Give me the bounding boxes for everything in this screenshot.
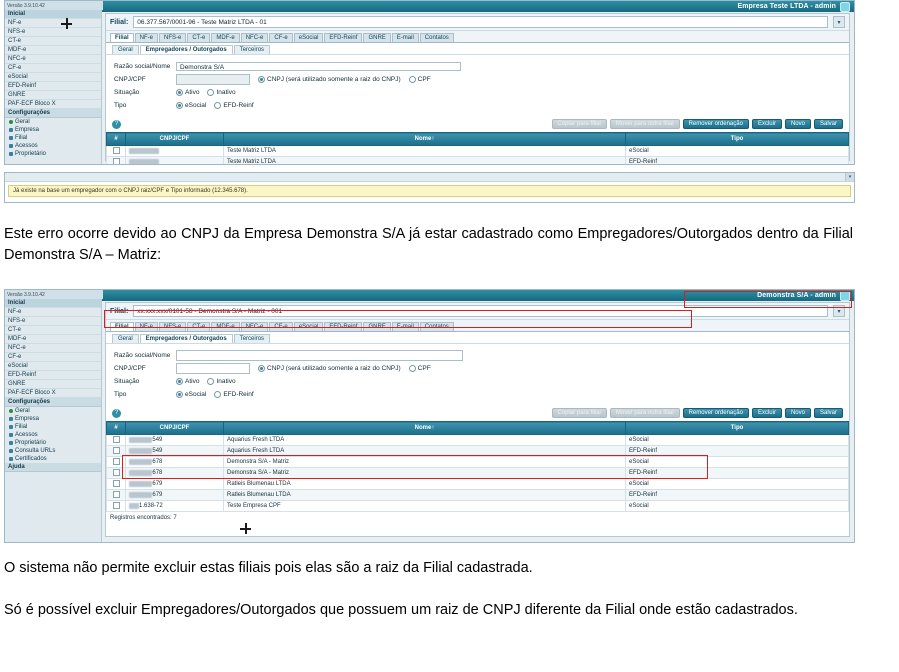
radio-cnpj-dot-2 (258, 365, 265, 372)
row-nome-cell: Demonstra S/A - Matriz (224, 457, 626, 468)
radio-inativo-dot-2 (207, 378, 214, 385)
sidebar-item-cte[interactable]: CT-e (5, 37, 101, 46)
scroll-strip[interactable] (5, 173, 854, 182)
filial-value-2[interactable]: xx.xxx.xxx/0101-58 - Demonstra S/A - Matriz - 001 (133, 305, 828, 317)
sidebar-item-mdfe[interactable]: MDF-e (5, 46, 101, 55)
sidebar-item-gnre[interactable]: GNRE (5, 91, 101, 100)
sidebar-item-filial-2[interactable] (5, 423, 101, 431)
mover-para-outra-filial-button-1[interactable]: Mover para outra filial (610, 119, 680, 129)
checkbox-icon[interactable] (113, 447, 120, 454)
table-row[interactable] (107, 446, 849, 457)
sidebar-item-acessos-label: Acessos (15, 143, 38, 149)
radio-efdreinf-1[interactable] (214, 102, 253, 109)
sidebar-item-proprietario-label: Proprietário (15, 151, 47, 157)
field-situacao-2 (114, 375, 841, 388)
tab-cte-2[interactable]: CT-e (187, 322, 210, 331)
user-icon (9, 152, 13, 156)
cnpj-masked-value (129, 448, 152, 454)
row-nome-cell: Teste Matriz LTDA (224, 157, 626, 166)
sidebar-item-cte-2[interactable]: CT-e (5, 326, 101, 335)
tab-contatos-2[interactable]: Contatos (420, 322, 454, 331)
row-tipo-cell: EFD-Reinf (626, 446, 849, 457)
row-nome-cell: Demonstra S/A - Matriz (224, 468, 626, 479)
sidebar-item-acessos-2[interactable] (5, 431, 101, 439)
filial-selector-row-1 (106, 14, 849, 31)
tipo-label-2: Tipo (114, 391, 127, 398)
excluir-button-2[interactable]: Excluir (752, 408, 782, 418)
table-header-row-1 (107, 133, 849, 146)
tab-cfe-2[interactable]: CF-e (269, 322, 292, 331)
sidebar-item-inicial[interactable]: Inicial (5, 10, 101, 19)
tab-esocial[interactable]: eSocial (294, 33, 324, 42)
sidebar-item-efdreinf-2[interactable]: EFD-Reinf (5, 371, 101, 380)
tab-filial[interactable]: Filial (110, 33, 134, 42)
sidebar-item-empresa-label-2: Empresa (15, 416, 40, 422)
sidebar-item-certificados-label-2: Certificados (15, 456, 47, 462)
row-nome-cell: Teste Empresa CPF (224, 501, 626, 512)
row-tipo-cell: eSocial (626, 501, 849, 512)
mouse-cursor-2 (240, 523, 251, 534)
cnpj-masked-value (129, 159, 159, 165)
row-checkbox-cell[interactable] (107, 435, 126, 446)
radio-cpf-dot-2 (409, 365, 416, 372)
check-icon-2 (9, 409, 13, 413)
filial-label-1: Filial: (110, 18, 129, 26)
mouse-cursor-1 (61, 18, 72, 29)
situacao-label-1: Situação (114, 89, 140, 96)
sidebar-item-geral-label: Geral (15, 119, 30, 125)
titlebar-2 (5, 290, 854, 301)
checkbox-icon[interactable] (113, 502, 120, 509)
sidebar-item-nfe-2[interactable]: NF-e (5, 308, 101, 317)
radio-cnpj-2[interactable] (258, 365, 401, 372)
sidebar-item-filial-label-2: Filial (15, 424, 28, 430)
tab-mdfe-2[interactable]: MDF-e (211, 322, 239, 331)
sidebar-item-consulta-urls-label-2: Consulta URLs (15, 448, 56, 454)
radio-efdreinf-label-1: EFD-Reinf (223, 102, 254, 109)
row-nome-cell: Ratleis Blumenau LTDA (224, 490, 626, 501)
building-icon-2 (9, 417, 13, 421)
user-icon-2 (9, 441, 13, 445)
radio-cpf-label-2: CPF (417, 365, 431, 372)
radio-inativo-dot-1 (207, 89, 214, 96)
tab-gnre[interactable]: GNRE (363, 33, 390, 42)
cnpj-suffix: 549 (152, 437, 163, 443)
cnpj-suffix: 678 (152, 470, 163, 476)
sidebar-item-nfse-2[interactable]: NFS-e (5, 317, 101, 326)
sidebar-item-nfce-2[interactable]: NFC-e (5, 344, 101, 353)
row-cnpj-cell (126, 490, 224, 501)
cnpj-masked-value (129, 481, 152, 487)
sidebar-item-ajuda[interactable]: Ajuda (5, 463, 101, 472)
row-checkbox-cell[interactable] (107, 490, 126, 501)
sidebar-item-pafecf-2[interactable]: PAF-ECF Bloco X (5, 389, 101, 398)
tab-contatos[interactable]: Contatos (420, 33, 454, 42)
row-tipo-cell: EFD-Reinf (626, 490, 849, 501)
checkbox-icon[interactable] (113, 147, 120, 154)
field-tipo-1 (114, 99, 841, 112)
col-nome-1[interactable]: Nome↑ (224, 133, 626, 146)
field-situacao-1 (114, 86, 841, 99)
branch-icon-2 (9, 425, 13, 429)
table-row[interactable] (107, 157, 849, 166)
row-tipo-cell: EFD-Reinf (626, 468, 849, 479)
radio-efdreinf-dot-2 (214, 391, 221, 398)
sidebar-item-nfe[interactable]: NF-e (5, 19, 101, 28)
remover-ordenacao-button-2[interactable]: Remover ordenação (683, 408, 749, 418)
table-row[interactable] (107, 490, 849, 501)
cnpj-masked-value (129, 437, 152, 443)
sidebar-item-inicial-2[interactable]: Inicial (5, 299, 101, 308)
row-tipo-cell: eSocial (626, 435, 849, 446)
help-icon-1[interactable]: ? (112, 120, 121, 129)
cnpj-cpf-label-2: CNPJ/CPF (114, 365, 146, 372)
col-num-1[interactable]: # (107, 133, 126, 146)
row-checkbox-cell[interactable] (107, 157, 126, 166)
radio-inativo-2[interactable] (207, 378, 235, 385)
sidebar-item-acessos-label-2: Acessos (15, 432, 38, 438)
row-nome-cell: Ratleis Blumenau LTDA (224, 479, 626, 490)
subtab-geral[interactable]: Geral (112, 45, 139, 54)
screenshot-2-window (4, 289, 855, 543)
certificate-icon-2 (9, 457, 13, 461)
copiar-para-filial-button-2[interactable]: Copiar para filial (552, 408, 607, 418)
radio-ativo-label-2: Ativo (185, 378, 200, 385)
row-tipo-cell: eSocial (626, 457, 849, 468)
sidebar-item-geral[interactable] (5, 118, 101, 126)
form-2 (106, 344, 849, 405)
paragraph-3: Só é possível excluir Empregadores/Outorgados que possuem um raiz de CNPJ diferente da Filial onde estão cadastrados. (4, 602, 798, 618)
cnpj-suffix: 679 (152, 481, 163, 487)
sidebar-item-esocial[interactable]: eSocial (5, 73, 101, 82)
button-bar-1 (106, 116, 849, 132)
tab-nfce[interactable]: NFC-e (241, 33, 269, 42)
excluir-button-1[interactable]: Excluir (752, 119, 782, 129)
sidebar-item-mdfe-2[interactable]: MDF-e (5, 335, 101, 344)
razao-social-input-1[interactable] (176, 62, 461, 71)
filial-label-2: Filial: (110, 307, 129, 315)
radio-inativo-label-1: Inativo (216, 89, 236, 96)
window-title-1: Empresa Teste LTDA - admin (737, 3, 836, 10)
tabs-1 (106, 31, 849, 43)
table-row[interactable] (107, 435, 849, 446)
sidebar-item-acessos[interactable] (5, 142, 101, 150)
row-nome-cell: Teste Matriz LTDA (224, 146, 626, 157)
salvar-button-1[interactable]: Salvar (814, 119, 843, 129)
field-cnpj-cpf-2 (114, 362, 841, 375)
tab-efdreinf[interactable]: EFD-Reinf (324, 33, 362, 42)
checkbox-icon[interactable] (113, 480, 120, 487)
sidebar-item-geral-label-2: Geral (15, 408, 30, 414)
col-num-2[interactable]: # (107, 422, 126, 435)
titlebar-1 (5, 1, 854, 12)
col-tipo-2[interactable]: Tipo (626, 422, 849, 435)
radio-inativo-label-2: Inativo (216, 378, 236, 385)
radio-efdreinf-dot-1 (214, 102, 221, 109)
row-cnpj-cell (126, 157, 224, 166)
tipo-label-1: Tipo (114, 102, 127, 109)
row-cnpj-cell (126, 457, 224, 468)
user-avatar-icon-2[interactable] (840, 291, 850, 301)
radio-cpf-label-1: CPF (417, 76, 431, 83)
sidebar-item-gnre-2[interactable]: GNRE (5, 380, 101, 389)
cnpj-cpf-input-2[interactable] (176, 363, 250, 374)
form-1 (106, 55, 849, 116)
razao-social-value-1: Demonstra S/A (180, 64, 225, 71)
field-razao-social-2 (114, 349, 841, 362)
subtabs-2 (106, 332, 849, 344)
remover-ordenacao-button-1[interactable]: Remover ordenação (683, 119, 749, 129)
radio-ativo-2[interactable] (176, 378, 199, 385)
row-cnpj-cell (126, 468, 224, 479)
table-header-row-2 (107, 422, 849, 435)
razao-social-label-1: Razão social/Nome (114, 63, 171, 70)
cnpj-cpf-input-1[interactable] (176, 74, 250, 85)
version-label-1: Versão 3.9.10.42 (5, 1, 103, 10)
warning-message: Já existe na base um empregador com o CNPJ raiz/CPF e Tipo informado (12.345.678). (8, 185, 851, 197)
sidebar-item-cfe[interactable]: CF-e (5, 64, 101, 73)
subtab-terceiros[interactable]: Terceiros (234, 45, 270, 54)
table-row[interactable] (107, 468, 849, 479)
sidebar-item-empresa-2[interactable] (5, 415, 101, 423)
cnpj-masked-value (129, 459, 152, 465)
sidebar-item-efdreinf[interactable]: EFD-Reinf (5, 82, 101, 91)
tab-email[interactable]: E-mail (392, 33, 419, 42)
radio-efdreinf-2[interactable] (214, 391, 253, 398)
sidebar-item-proprietario[interactable] (5, 150, 101, 158)
checkbox-icon[interactable] (113, 491, 120, 498)
registros-encontrados-label: Registros encontrados: 7 (110, 515, 177, 521)
razao-social-input-2[interactable] (176, 350, 463, 361)
button-bar-2 (106, 405, 849, 421)
col-cnpj-2[interactable]: CNPJ/CPF (126, 422, 224, 435)
subtabs-1 (106, 43, 849, 55)
field-razao-social-1 (114, 60, 841, 73)
cnpj-masked-value (129, 470, 152, 476)
tab-nfe[interactable]: NF-e (135, 33, 158, 42)
row-tipo-cell: eSocial (626, 479, 849, 490)
paragraph-2: O sistema não permite excluir estas filiais pois elas são a raiz da Filial cadastrada. (4, 560, 533, 576)
branch-icon (9, 136, 13, 140)
tab-nfse[interactable]: NFS-e (159, 33, 186, 42)
row-checkbox-cell[interactable] (107, 146, 126, 157)
filial-selector-row-2 (106, 303, 849, 320)
link-icon-2 (9, 449, 13, 453)
novo-button-2[interactable]: Novo (785, 408, 811, 418)
row-checkbox-cell[interactable] (107, 479, 126, 490)
mover-para-outra-filial-button-2[interactable]: Mover para outra filial (610, 408, 680, 418)
row-nome-cell: Aquarius Fresh LTDA (224, 446, 626, 457)
row-checkbox-cell[interactable] (107, 446, 126, 457)
radio-cnpj-label-2: CNPJ (será utilizado somente a raiz do CNPJ) (267, 365, 401, 372)
radio-cnpj-dot-1 (258, 76, 265, 83)
cnpj-cpf-label-1: CNPJ/CPF (114, 76, 146, 83)
tab-nfse-2[interactable]: NFS-e (159, 322, 186, 331)
tab-nfe-2[interactable]: NF-e (135, 322, 158, 331)
tab-efdreinf-2[interactable]: EFD-Reinf (324, 322, 362, 331)
tab-esocial-2[interactable]: eSocial (294, 322, 324, 331)
cnpj-suffix: 549 (152, 448, 163, 454)
chevron-down-icon-scroll[interactable]: ▾ (845, 173, 854, 181)
cnpj-masked-value (129, 503, 139, 509)
col-nome-2[interactable]: Nome↑ (224, 422, 626, 435)
sidebar-header-configuracoes-2: Configurações (5, 398, 101, 407)
tab-email-2[interactable]: E-mail (392, 322, 419, 331)
chevron-down-icon-1[interactable]: ▾ (833, 16, 845, 28)
tabs-2 (106, 320, 849, 332)
key-icon-2 (9, 433, 13, 437)
building-icon (9, 128, 13, 132)
row-tipo-cell: EFD-Reinf (626, 157, 849, 166)
row-cnpj-cell (126, 501, 224, 512)
radio-esocial-dot-1 (176, 102, 183, 109)
sidebar-item-empresa-label: Empresa (15, 127, 40, 133)
radio-ativo-1[interactable] (176, 89, 199, 96)
empregadores-grid-1 (106, 132, 849, 165)
sidebar-item-proprietario-label-2: Proprietário (15, 440, 47, 446)
checkbox-icon[interactable] (113, 469, 120, 476)
sidebar-item-pafecf[interactable]: PAF-ECF Bloco X (5, 100, 101, 109)
novo-button-1[interactable]: Novo (785, 119, 811, 129)
sidebar-item-nfce[interactable]: NFC-e (5, 55, 101, 64)
sidebar-item-esocial-2[interactable]: eSocial (5, 362, 101, 371)
row-cnpj-cell (126, 146, 224, 157)
table-row[interactable] (107, 479, 849, 490)
radio-ativo-label-1: Ativo (185, 89, 200, 96)
sidebar-2 (5, 299, 102, 542)
tab-nfce-2[interactable]: NFC-e (241, 322, 269, 331)
subtab-terceiros-2[interactable]: Terceiros (234, 334, 270, 343)
cnpj-masked-value (129, 148, 159, 154)
screenshot-1-window (4, 0, 855, 165)
cnpj-suffix: 678 (152, 459, 163, 465)
user-avatar-icon[interactable] (840, 2, 850, 12)
subtab-geral-2[interactable]: Geral (112, 334, 139, 343)
radio-esocial-1[interactable] (176, 102, 206, 109)
sidebar-item-empresa[interactable] (5, 126, 101, 134)
checkbox-icon[interactable] (113, 436, 120, 443)
version-label-2: Versão 3.9.10.42 (5, 290, 103, 299)
help-icon-2[interactable]: ? (112, 409, 121, 418)
radio-cpf-2[interactable] (409, 365, 431, 372)
key-icon (9, 144, 13, 148)
radio-cpf-1[interactable] (409, 76, 431, 83)
sidebar-item-filial-label: Filial (15, 135, 28, 141)
radio-cnpj-1[interactable] (258, 76, 401, 83)
subtab-empregadores-outorgados[interactable]: Empregadores / Outorgados (140, 45, 233, 54)
sidebar-item-nfse[interactable]: NFS-e (5, 28, 101, 37)
warning-window (4, 172, 855, 203)
table-row[interactable] (107, 146, 849, 157)
field-tipo-2 (114, 388, 841, 401)
radio-cnpj-label-1: CNPJ (será utilizado somente a raiz do CNPJ) (267, 76, 401, 83)
empregadores-grid-2 (106, 421, 849, 512)
tab-filial-2[interactable]: Filial (110, 322, 134, 331)
paragraph-1: Este erro ocorre devido ao CNPJ da Empresa Demonstra S/A já estar cadastrado como Empregadores/Outorgados dentro da Filial Demonstra S/A – Matriz: (4, 226, 853, 264)
cnpj-masked-value (129, 492, 152, 498)
row-cnpj-cell (126, 446, 224, 457)
radio-inativo-1[interactable] (207, 89, 235, 96)
row-checkbox-cell[interactable] (107, 457, 126, 468)
table-row[interactable] (107, 457, 849, 468)
radio-esocial-label-1: eSocial (185, 102, 207, 109)
cnpj-suffix: 679 (152, 492, 163, 498)
window-title-2: Demonstra S/A - admin (757, 292, 836, 299)
row-cnpj-cell (126, 435, 224, 446)
radio-esocial-dot-2 (176, 391, 183, 398)
radio-esocial-2[interactable] (176, 391, 206, 398)
copiar-para-filial-button-1[interactable]: Copiar para filial (552, 119, 607, 129)
content-panel-2 (105, 302, 850, 537)
sidebar-item-filial[interactable] (5, 134, 101, 142)
sidebar-item-proprietario-2[interactable] (5, 439, 101, 447)
sidebar-item-certificados-2[interactable] (5, 455, 101, 463)
col-tipo-1[interactable]: Tipo (626, 133, 849, 146)
content-panel-1 (105, 13, 850, 165)
cnpj-suffix: 1.638-72 (139, 503, 163, 509)
filial-value-1[interactable]: 06.377.567/0001-96 - Teste Matriz LTDA - 01 (133, 16, 828, 28)
chevron-down-icon-2[interactable]: ▾ (833, 305, 845, 317)
radio-ativo-dot-1 (176, 89, 183, 96)
situacao-label-2: Situação (114, 378, 140, 385)
razao-social-label-2: Razão social/Nome (114, 352, 171, 359)
sidebar-item-geral-2[interactable] (5, 407, 101, 415)
tab-cte[interactable]: CT-e (187, 33, 210, 42)
col-cnpj-1[interactable]: CNPJ/CPF (126, 133, 224, 146)
row-nome-cell: Aquarius Fresh LTDA (224, 435, 626, 446)
check-icon (9, 120, 13, 124)
tab-gnre-2[interactable]: GNRE (363, 322, 390, 331)
row-tipo-cell: eSocial (626, 146, 849, 157)
radio-efdreinf-label-2: EFD-Reinf (223, 391, 254, 398)
checkbox-icon[interactable] (113, 458, 120, 465)
salvar-button-2[interactable]: Salvar (814, 408, 843, 418)
checkbox-icon[interactable] (113, 158, 120, 165)
radio-ativo-dot-2 (176, 378, 183, 385)
row-cnpj-cell (126, 479, 224, 490)
row-checkbox-cell[interactable] (107, 468, 126, 479)
sidebar-header-configuracoes: Configurações (5, 109, 101, 118)
radio-cpf-dot-1 (409, 76, 416, 83)
sidebar-item-consulta-urls-2[interactable] (5, 447, 101, 455)
tab-mdfe[interactable]: MDF-e (211, 33, 239, 42)
sidebar-1 (5, 10, 102, 164)
sidebar-item-cfe-2[interactable]: CF-e (5, 353, 101, 362)
subtab-empregadores-outorgados-2[interactable]: Empregadores / Outorgados (140, 334, 233, 343)
table-row[interactable] (107, 501, 849, 512)
radio-esocial-label-2: eSocial (185, 391, 207, 398)
field-cnpj-cpf-1 (114, 73, 841, 86)
tab-cfe[interactable]: CF-e (269, 33, 292, 42)
row-checkbox-cell[interactable] (107, 501, 126, 512)
